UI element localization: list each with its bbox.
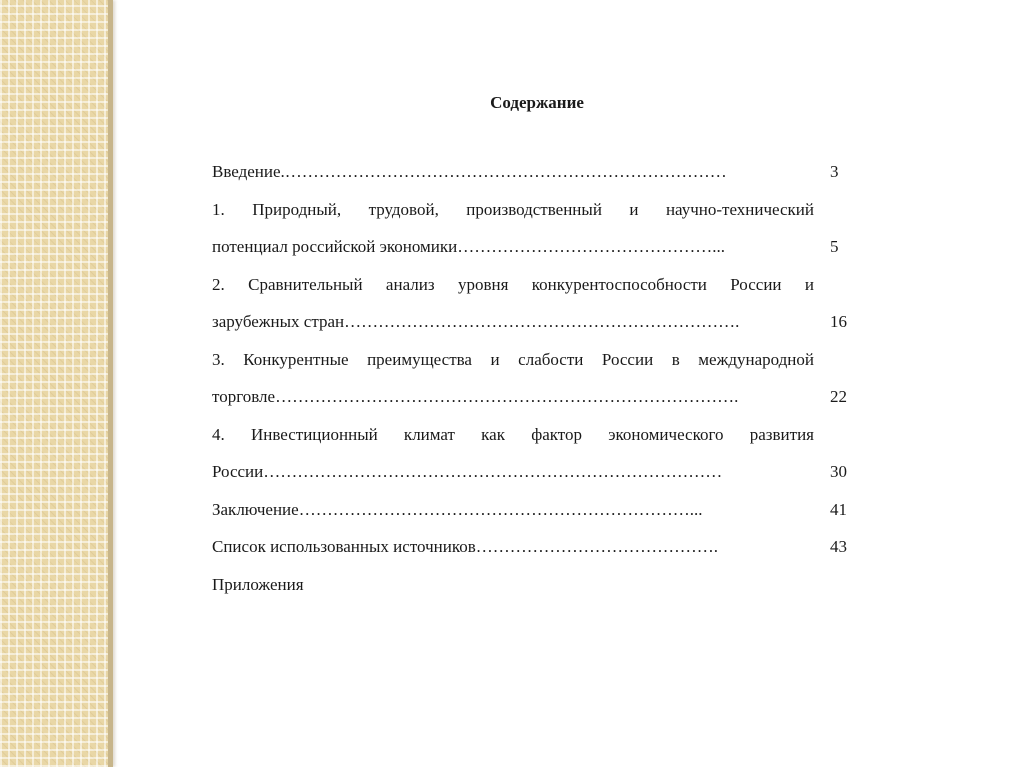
toc-entry-4-line2: [212, 453, 862, 491]
toc-entry-references: [212, 528, 862, 566]
toc-entry-introduction: [212, 153, 862, 191]
toc-page-number: 43: [830, 537, 847, 556]
toc-entry-appendices: [212, 566, 862, 604]
toc-entry-text: зарубежных стран: [212, 312, 345, 331]
toc-entry-3-line1: [212, 341, 862, 379]
toc-leader: .……………………………………………………………………: [280, 162, 727, 181]
toc-entry-text: Заключение: [212, 499, 299, 519]
toc-entry-text: 1. Природный, трудовой, производственный и научно-технический: [212, 199, 814, 219]
table-of-contents: [212, 153, 862, 603]
toc-entry-text: Введение: [212, 162, 281, 181]
toc-entry-text: потенциал российской экономики: [212, 237, 458, 256]
toc-page-number: 16: [830, 312, 847, 331]
toc-leader: ……………………………………………………………...: [298, 499, 703, 519]
toc-leader: ………………………………………...: [457, 237, 725, 256]
toc-entry-1-line2: [212, 228, 862, 266]
toc-entry-text: России: [212, 462, 264, 481]
toc-page-number: 22: [830, 387, 847, 406]
toc-entry-text: Список использованных источников: [212, 537, 476, 556]
toc-entry-text: торговле: [212, 387, 276, 406]
toc-entry-text: Приложения: [212, 574, 304, 594]
toc-leader: ……………………………………………………………………….: [275, 387, 739, 406]
toc-leader: …………………………………….: [475, 537, 718, 556]
toc-entry-2-line2: [212, 303, 862, 341]
toc-leader: ………………………………………………………………………: [263, 462, 723, 481]
toc-page-number: 41: [830, 499, 847, 519]
toc-entry-text: 2. Сравнительный анализ уровня конкурентоспособности России и: [212, 274, 814, 294]
toc-leader: …………………………………………………………….: [344, 312, 740, 331]
toc-entry-text: 3. Конкурентные преимущества и слабости России в международной: [212, 349, 814, 369]
toc-entry-1-line1: [212, 191, 862, 229]
decorative-side-pattern: [0, 0, 108, 767]
toc-entry-text: 4. Инвестиционный климат как фактор экономического развития: [212, 424, 814, 444]
toc-page-number: 5: [830, 237, 839, 256]
toc-entry-4-line1: [212, 416, 862, 454]
toc-page-number: 3: [830, 162, 839, 181]
page-title: Содержание: [490, 93, 584, 112]
toc-entry-3-line2: [212, 378, 862, 416]
toc-entry-conclusion: [212, 491, 862, 529]
toc-page-number: 30: [830, 462, 847, 481]
side-border: [108, 0, 113, 767]
toc-entry-2-line1: [212, 266, 862, 304]
